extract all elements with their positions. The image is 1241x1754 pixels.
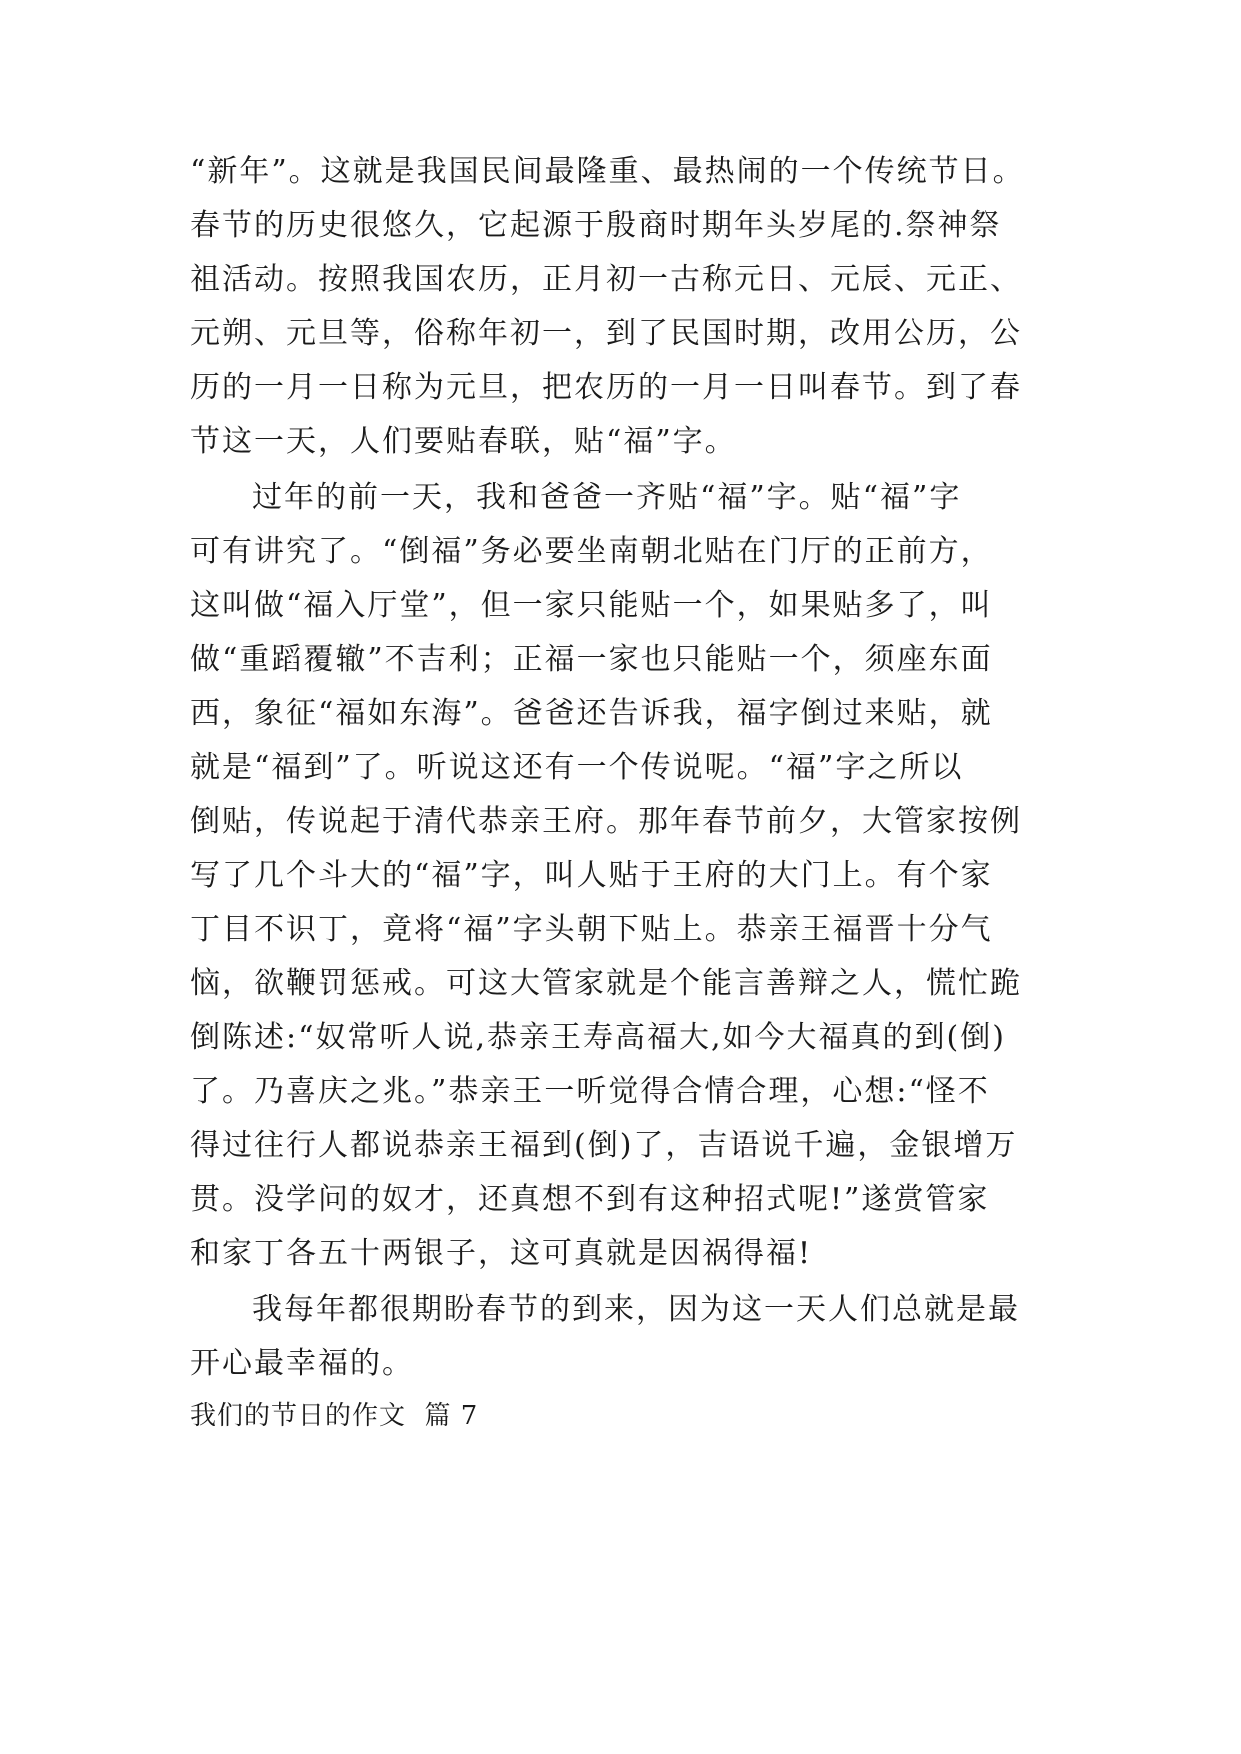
section-heading: 我们的节日的作文 篇 7 xyxy=(190,1401,479,1431)
paragraph-line: 恼，欲鞭罚惩戒。可这大管家就是个能言善辩之人，慌忙跪 xyxy=(190,966,1022,1001)
paragraph-line: 春节的历史很悠久，它起源于殷商时期年头岁尾的.祭神祭 xyxy=(190,208,1002,243)
paragraph-line: 写了几个斗大的“福”字，叫人贴于王府的大门上。有个家 xyxy=(190,858,993,893)
paragraph-line: 西，象征“福如东海”。爸爸还告诉我，福字倒过来贴，就 xyxy=(190,696,993,731)
paragraph-line: 了。乃喜庆之兆。”恭亲王一听觉得合情合理，心想:“怪不 xyxy=(190,1074,990,1109)
paragraph-line: 这叫做“福入厅堂”，但一家只能贴一个，如果贴多了，叫 xyxy=(190,588,993,623)
paragraph-line: 做“重蹈覆辙”不吉利；正福一家也只能贴一个，须座东面 xyxy=(190,642,993,677)
paragraph-line: 开心最幸福的。 xyxy=(190,1346,414,1381)
paragraph-line: 和家丁各五十两银子，这可真就是因祸得福! xyxy=(190,1236,813,1271)
paragraph-line: 得过往行人都说恭亲王福到(倒)了，吉语说千遍，金银增万 xyxy=(190,1128,1018,1163)
paragraph-line: 倒贴，传说起于清代恭亲王府。那年春节前夕，大管家按例 xyxy=(190,804,1022,839)
paragraph-line: 倒陈述:“奴常听人说,恭亲王寿高福大,如今大福真的到(倒) xyxy=(190,1020,1006,1055)
paragraph-line: 节这一天，人们要贴春联，贴“福”字。 xyxy=(190,424,737,459)
paragraph-line: 丁目不识丁，竟将“福”字头朝下贴上。恭亲王福晋十分气 xyxy=(190,912,993,947)
paragraph-line: 过年的前一天，我和爸爸一齐贴“福”字。贴“福”字 xyxy=(252,480,962,515)
paragraph-line: 我每年都很期盼春节的到来，因为这一天人们总就是最 xyxy=(252,1292,1020,1327)
paragraph-line: “新年”。这就是我国民间最隆重、最热闹的一个传统节日。 xyxy=(190,154,1025,189)
paragraph-line: 贯。没学问的奴才，还真想不到有这种招式呢!”遂赏管家 xyxy=(190,1182,990,1217)
paragraph-line: 可有讲究了。“倒福”务必要坐南朝北贴在门厅的正前方， xyxy=(190,534,993,569)
paragraph-line: 祖活动。按照我国农历，正月初一古称元日、元辰、元正、 xyxy=(190,262,1022,297)
paragraph-line: 就是“福到”了。听说这还有一个传说呢。“福”字之所以 xyxy=(190,750,964,785)
paragraph-line: 元朔、元旦等，俗称年初一，到了民国时期，改用公历，公 xyxy=(190,316,1022,351)
paragraph-line: 历的一月一日称为元旦，把农历的一月一日叫春节。到了春 xyxy=(190,370,1022,405)
